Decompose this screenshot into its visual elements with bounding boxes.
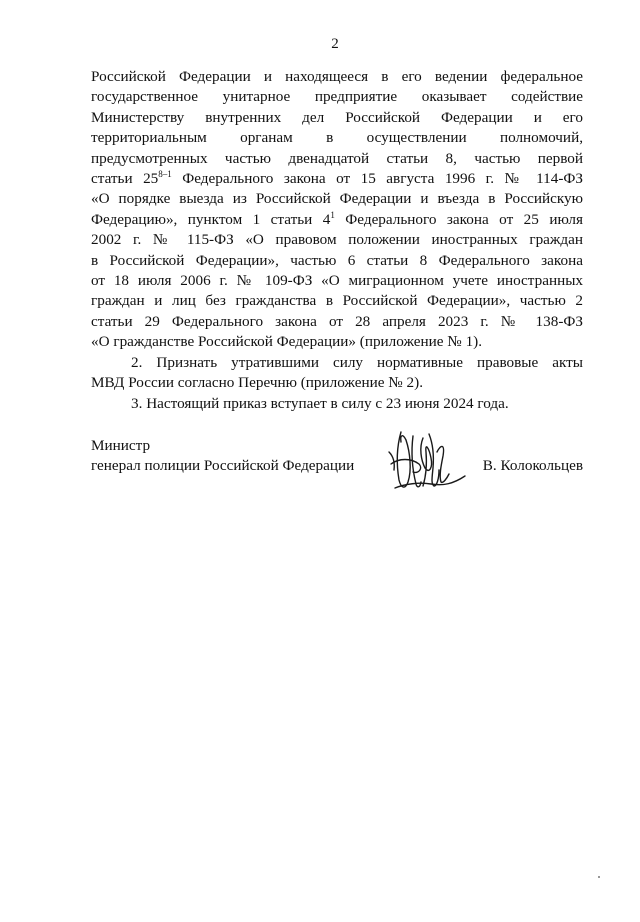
text-line: 3. Настоящий приказ вступает в силу с 23 июня 2024 года. — [131, 394, 509, 412]
document-body — [91, 67, 583, 414]
text-line: государственное унитарное предприятие оказывает содействие — [91, 88, 583, 106]
paragraph-1 — [91, 67, 583, 353]
text-segment: Федерального закона от 25 июля — [334, 210, 583, 228]
text-line: в Российской Федерации», частью 6 статьи 8 Федерального закона — [91, 251, 583, 269]
text-line: граждан и лиц без гражданства в Российской Федерации», частью 2 — [91, 292, 583, 310]
signature-block — [91, 436, 583, 516]
handwritten-signature-icon — [379, 422, 475, 502]
text-line: статьи 29 Федерального закона от 28 апреля 2023 г. № 138-ФЗ — [91, 312, 583, 330]
text-line — [91, 210, 583, 230]
signatory-name: В. Колокольцев — [482, 457, 583, 474]
text-line: «О гражданстве Российской Федерации» (приложение № 1). — [91, 333, 483, 351]
superscript: 8–1 — [158, 169, 172, 180]
signatory-position: Министр — [91, 437, 151, 454]
text-segment: Федерального закона от 15 августа 1996 г. № 114-ФЗ — [171, 170, 583, 188]
page-number: 2 — [331, 36, 339, 52]
signatory-rank: генерал полиции Российской Федерации — [91, 457, 355, 474]
text-line: Российской Федерации и находящееся в его ведении федеральное — [91, 68, 583, 85]
text-line: территориальным органам в осуществлении полномочий, — [91, 129, 583, 147]
text-segment: Федерацию», пунктом 1 статьи 4 — [91, 210, 331, 228]
text-line: от 18 июля 2006 г. № 109-ФЗ «О миграционном учете иностранных — [91, 272, 583, 290]
paragraph-2 — [91, 353, 583, 394]
text-line: 2002 г. № 115-ФЗ «О правовом положении иностранных граждан — [91, 231, 583, 249]
superscript: 1 — [330, 209, 335, 220]
scan-speck — [598, 876, 600, 878]
text-line — [91, 169, 583, 189]
text-line: «О порядке выезда из Российской Федерации и въезда в Российскую — [91, 190, 583, 208]
text-line: Министерству внутренних дел Российской Федерации и его — [91, 108, 583, 126]
text-line: 2. Признать утратившими силу нормативные правовые акты — [131, 353, 583, 371]
text-line: предусмотренных частью двенадцатой статьи 8, частью первой — [91, 149, 583, 167]
text-segment: статьи 25 — [91, 170, 159, 188]
text-line: МВД России согласно Перечню (приложение № 2). — [91, 374, 423, 392]
paragraph-3 — [91, 394, 583, 414]
